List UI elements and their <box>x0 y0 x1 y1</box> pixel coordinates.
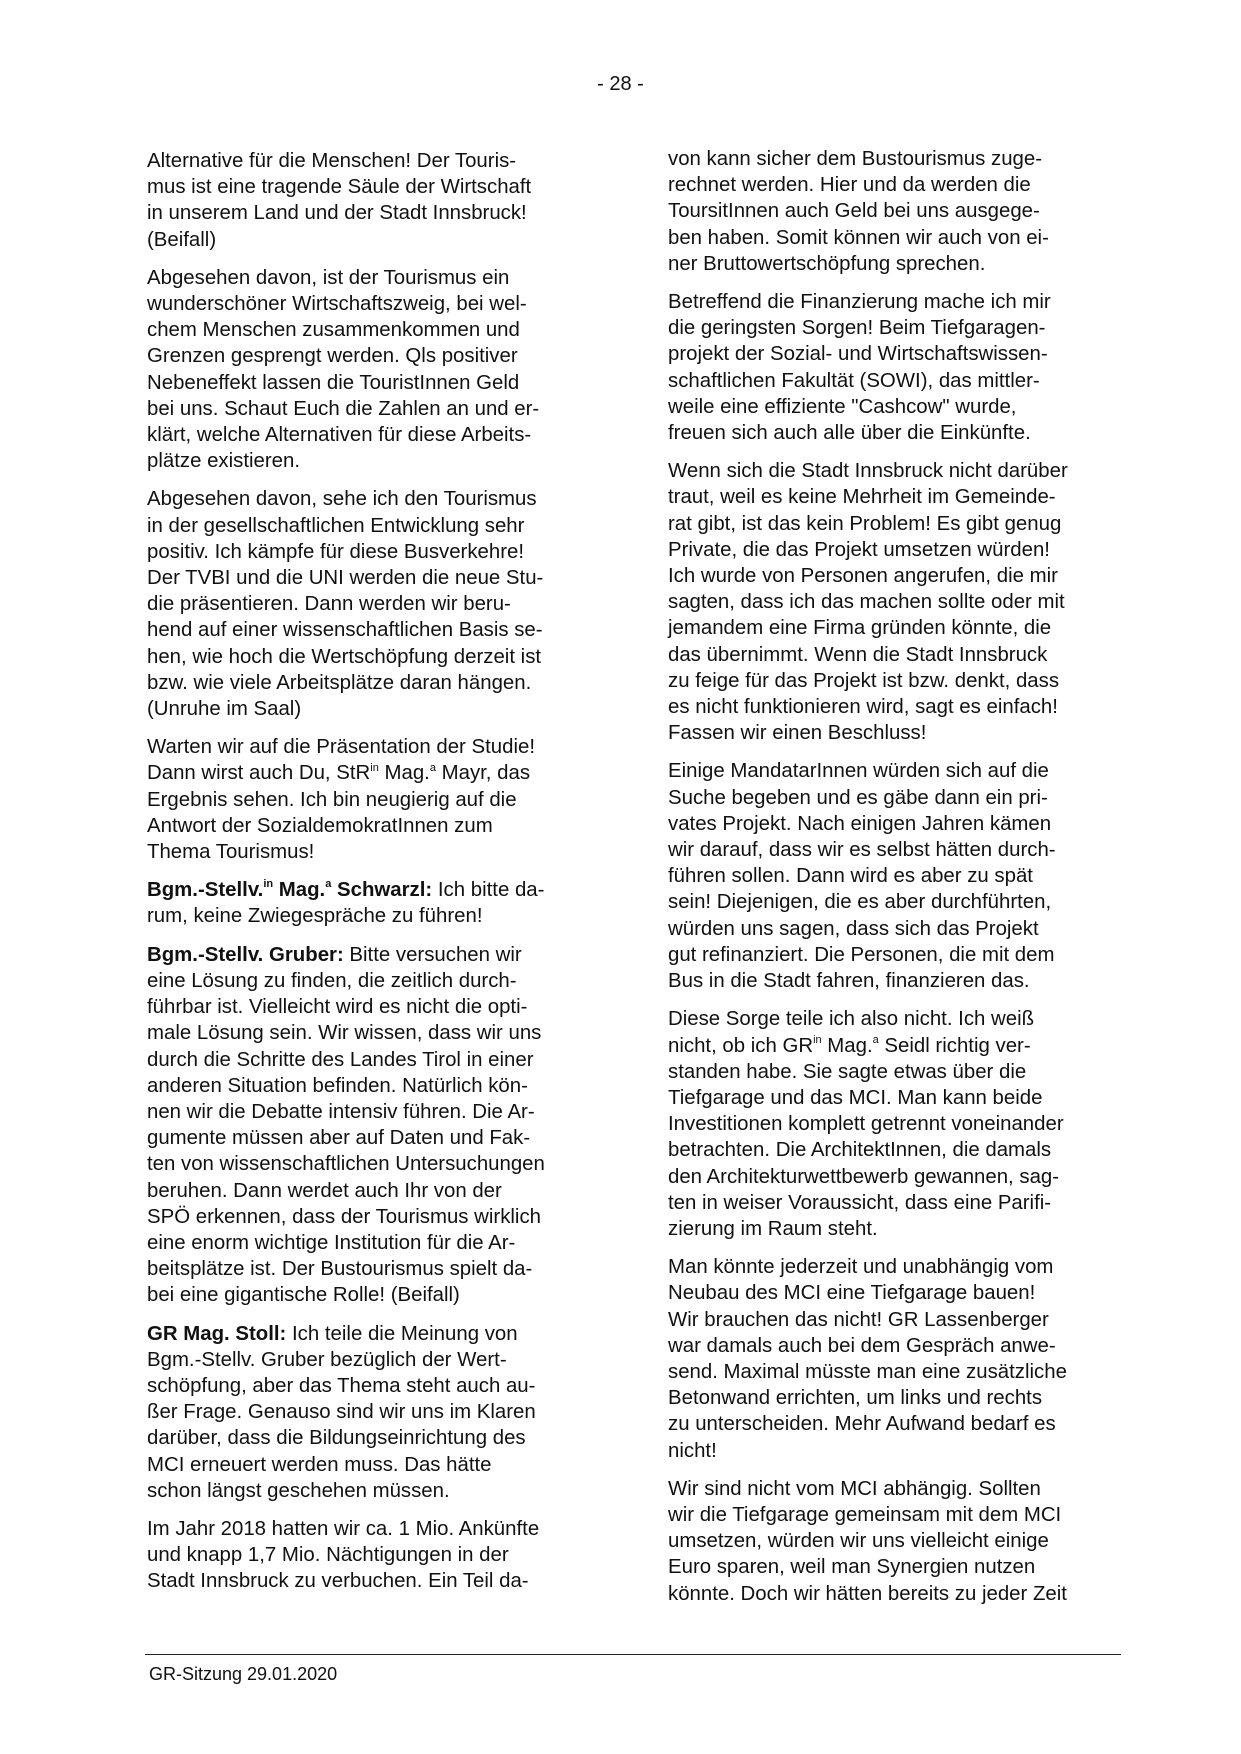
right-column <box>668 146 1118 1619</box>
footer-divider <box>145 1654 1121 1655</box>
paragraph: Diese Sorge teile ich also nicht. Ich weiß nicht, ob ich $GR^{in}$ Mag.$^a$ Seidl richtig ver- standen habe. Sie sagte etwas über die Tiefgarage und das MCI. Man kann beide Investitionen komplett getrennt voneinander betrachten. Die ArchitektInnen, die damals den Architekturwettbewerb gewannen, sag- ten in weiser Voraussicht, dass eine Parifi- zierung im Raum steht. <box>668 1008 1064 1240</box>
speech-stoll: GR Mag. Stoll: Ich teile die Meinung von Bgm.-Stellv. Gruber bezüglich der Wert- schöpfung, aber das Thema steht auch au- ßer Frage. Genauso sind wir uns im Klaren darüber, dass die Bildungseinrichtung des MCI erneuert werden muss. Das hätte schon längst geschehen müssen. <box>147 1322 536 1502</box>
paragraph: Warten wir auf die Präsentation der Studie! Dann wirst auch Du, StR$^{in}$ Mag.$^a$ Mayr, das Ergebnis sehen. Ich bin neugierig auf die Antwort der SozialdemokratInnen zum Thema Tourismus! <box>147 736 535 864</box>
paragraph: von kann sicher dem Bustourismus zuge- rechnet werden. Hier und da werden die ToursitInnen auch Geld bei uns ausgege- ben haben. Somit können wir auch von ei- ner Bruttowertschöpfung sprechen. <box>668 148 1049 275</box>
paragraph: Betreffend die Finanzierung mache ich mir die geringsten Sorgen! Beim Tiefgaragen- projekt der Sozial- und Wirtschaftswissen- schaftlichen Fakultät (SOWI), das mittler- weile eine effiziente "Cashcow" wurde, freuen sich auch alle über die Einkünfte. <box>668 291 1051 445</box>
speech-gruber: Bgm.-Stellv. Gruber: Bitte versuchen wir eine Lösung zu finden, die zeitlich durch- führbar ist. Vielleicht wird es nicht die opti- male Lösung sein. Wir wissen, dass wir uns durch die Schritte des Landes Tirol in einer anderen Situation befinden. Natürlich kön- nen wir die Debatte intensiv führen. Die Ar- gumente müssen aber auf Daten und Fak- ten von wissenschaftlichen Untersuchungen beruhen. Dann werdet auch Ihr von der SPÖ erkennen, dass der Tourismus wirklich eine enorm wichtige Institution für die Ar- beitsplätze ist. Der Bustourismus spielt da- bei eine gigantische Rolle! (Beifall) <box>147 943 545 1307</box>
paragraph: Im Jahr 2018 hatten wir ca. 1 Mio. Ankünfte und knapp 1,7 Mio. Nächtigungen in der Stadt Innsbruck zu verbuchen. Ein Teil da- <box>147 1517 540 1593</box>
left-column <box>147 148 597 1607</box>
paragraph: Abgesehen davon, sehe ich den Tourismus in der gesellschaftlichen Entwicklung sehr positiv. Ich kämpfe für diese Busverkehre! Der TVBI und die UNI werden die neue Stu- die präsentieren. Dann werden wir beru- hend auf einer wissenschaftlichen Basis se- hen, wie hoch die Wertschöpfung derzeit ist bzw. wie viele Arbeitsplätze daran hängen. (Unruhe im Saal) <box>147 488 544 721</box>
paragraph: Wir sind nicht vom MCI abhängig. Sollten wir die Tiefgarage gemeinsam mit dem MCI umsetzen, würden wir uns vielleicht einige Euro sparen, weil man Synergien nutzen könnte. Doch wir hätten bereits zu jeder Zeit <box>668 1477 1067 1605</box>
speech-schwarzl: Bgm.-Stellv.$^{in}$ Mag.$^a$ Schwarzl: Ich bitte da- rum, keine Zwiegespräche zu führen! <box>147 878 545 928</box>
paragraph: Man könnte jederzeit und unabhängig vom Neubau des MCI eine Tiefgarage bauen! Wir brauchen das nicht! GR Lassenberger war damals auch bei dem Gespräch anwe- send. Maximal müsste man eine zusätzliche Betonwand errichten, um links und rechts zu unterscheiden. Mehr Aufwand bedarf es nicht! <box>668 1256 1067 1462</box>
page-number: - 28 - <box>597 73 644 95</box>
paragraph: Einige MandatarInnen würden sich auf die Suche begeben und es gäbe dann ein pri- vates Projekt. Nach einigen Jahren kämen wir darauf, dass wir es selbst hätten durch- führen sollen. Dann wird es aber zu spät sein! Diejenigen, die es aber durchführten, würden uns sagen, dass sich das Projekt gut refinanziert. Die Personen, die mit dem Bus in die Stadt fahren, finanzieren das. <box>668 760 1056 993</box>
speaker-name: GR Mag. Stoll: <box>147 1322 287 1345</box>
paragraph: Wenn sich die Stadt Innsbruck nicht darüber traut, weil es keine Mehrheit im Gemeinde- rat gibt, ist das kein Problem! Es gibt genug Private, die das Projekt umsetzen würden! Ich wurde von Personen angerufen, die mir sagten, dass ich das machen sollte oder mit jemandem eine Firma gründen könnte, die das übernimmt. Wenn die Stadt Innsbruck zu feige für das Projekt ist bzw. denkt, dass es nicht funktionieren wird, sagt es einfach! Fassen wir einen Beschluss! <box>668 460 1068 745</box>
speaker-name: Bgm.-Stellv.$^{in}$ Mag.$^a$ Schwarzl: <box>147 878 433 902</box>
paragraph: Abgesehen davon, ist der Tourismus ein wunderschöner Wirtschaftszweig, bei wel- chem Menschen zusammenkommen und Grenzen gesprengt werden. Qls positiver Nebeneffekt lassen die TouristInnen Geld bei uns. Schaut Euch die Zahlen an und er- klärt, welche Alternativen für diese Arbeits- plätze existieren. <box>147 266 540 473</box>
paragraph: Alternative für die Menschen! Der Touris- mus ist eine tragende Säule der Wirtschaft in unserem Land und der Stadt Innsbruck! (Beifall) <box>147 150 532 251</box>
speaker-name: Bgm.-Stellv. Gruber: <box>147 943 344 966</box>
footer-session-date: GR-Sitzung 29.01.2020 <box>149 1664 338 1684</box>
